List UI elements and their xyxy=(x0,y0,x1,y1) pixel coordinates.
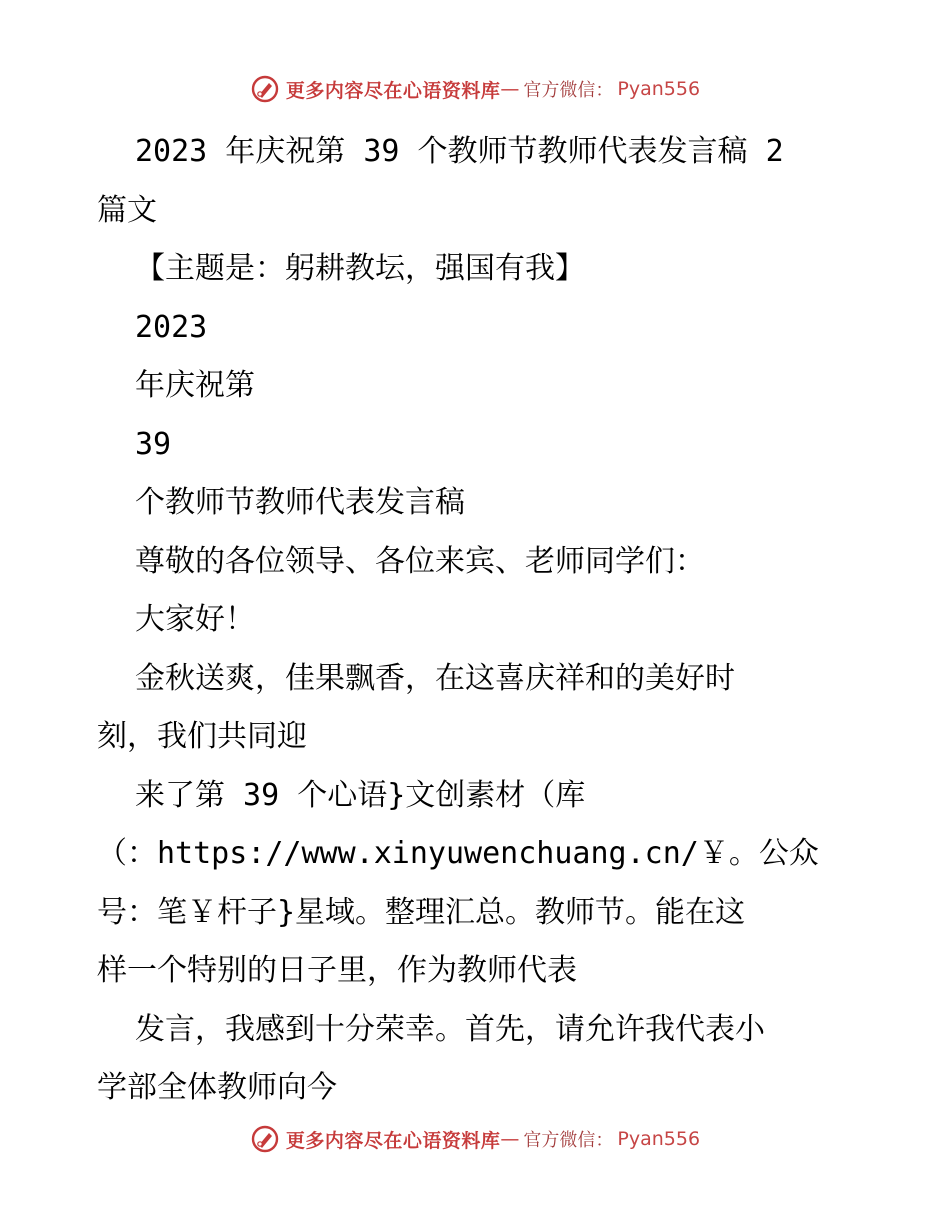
footer-watermark-banner xyxy=(0,1122,950,1156)
doc-paragraph-line: 来了第 39 个心语}文创素材（库 xyxy=(135,777,586,813)
banner-main-text: 更多内容尽在心语资料库 xyxy=(285,1129,501,1152)
banner-wechat-id: Pyan556 xyxy=(617,1128,701,1150)
doc-greeting: 大家好！ xyxy=(135,602,255,637)
doc-paragraph-line: 发言，我感到十分荣幸。首先，请允许我代表小 xyxy=(135,1011,765,1047)
document-body xyxy=(97,123,857,1118)
doc-paragraph-line: 号：笔￥杆子}星域。整理汇总。教师节。能在这 xyxy=(97,894,746,930)
pen-logo-icon xyxy=(250,74,280,104)
doc-title-line-2: 篇文 xyxy=(97,192,157,228)
doc-paragraph-line: 金秋送爽，佳果飘香，在这喜庆祥和的美好时 xyxy=(135,660,735,696)
doc-paragraph-line: 样一个特别的日子里，作为教师代表 xyxy=(97,953,577,988)
doc-paragraph-line: 刻，我们共同迎 xyxy=(97,719,307,754)
banner-main-text: 更多内容尽在心语资料库 xyxy=(285,79,501,102)
header-watermark-banner xyxy=(0,72,950,106)
doc-salutation: 尊敬的各位领导、各位来宾、老师同学们： xyxy=(135,543,705,579)
banner-separator: — xyxy=(500,78,520,100)
doc-theme: 【主题是：躬耕教坛，强国有我】 xyxy=(135,251,585,286)
doc-line-number: 39 xyxy=(135,426,172,462)
pen-logo-icon xyxy=(250,1124,280,1154)
banner-wechat-label: 官方微信： xyxy=(523,80,614,101)
doc-subtitle: 个教师节教师代表发言稿 xyxy=(135,485,465,520)
banner-wechat-id: Pyan556 xyxy=(617,78,701,100)
doc-year: 2023 xyxy=(135,309,208,345)
doc-paragraph-line: （：https://www.xinyuwenchuang.cn/￥。公众 xyxy=(97,836,819,871)
doc-title-line-1: 2023 年庆祝第 39 个教师节教师代表发言稿 2 xyxy=(135,134,784,169)
banner-wechat-label: 官方微信： xyxy=(523,1130,614,1151)
doc-paragraph-line: 学部全体教师向今 xyxy=(97,1070,337,1105)
banner-separator: — xyxy=(500,1128,520,1150)
doc-line-celebrate: 年庆祝第 xyxy=(135,368,255,403)
